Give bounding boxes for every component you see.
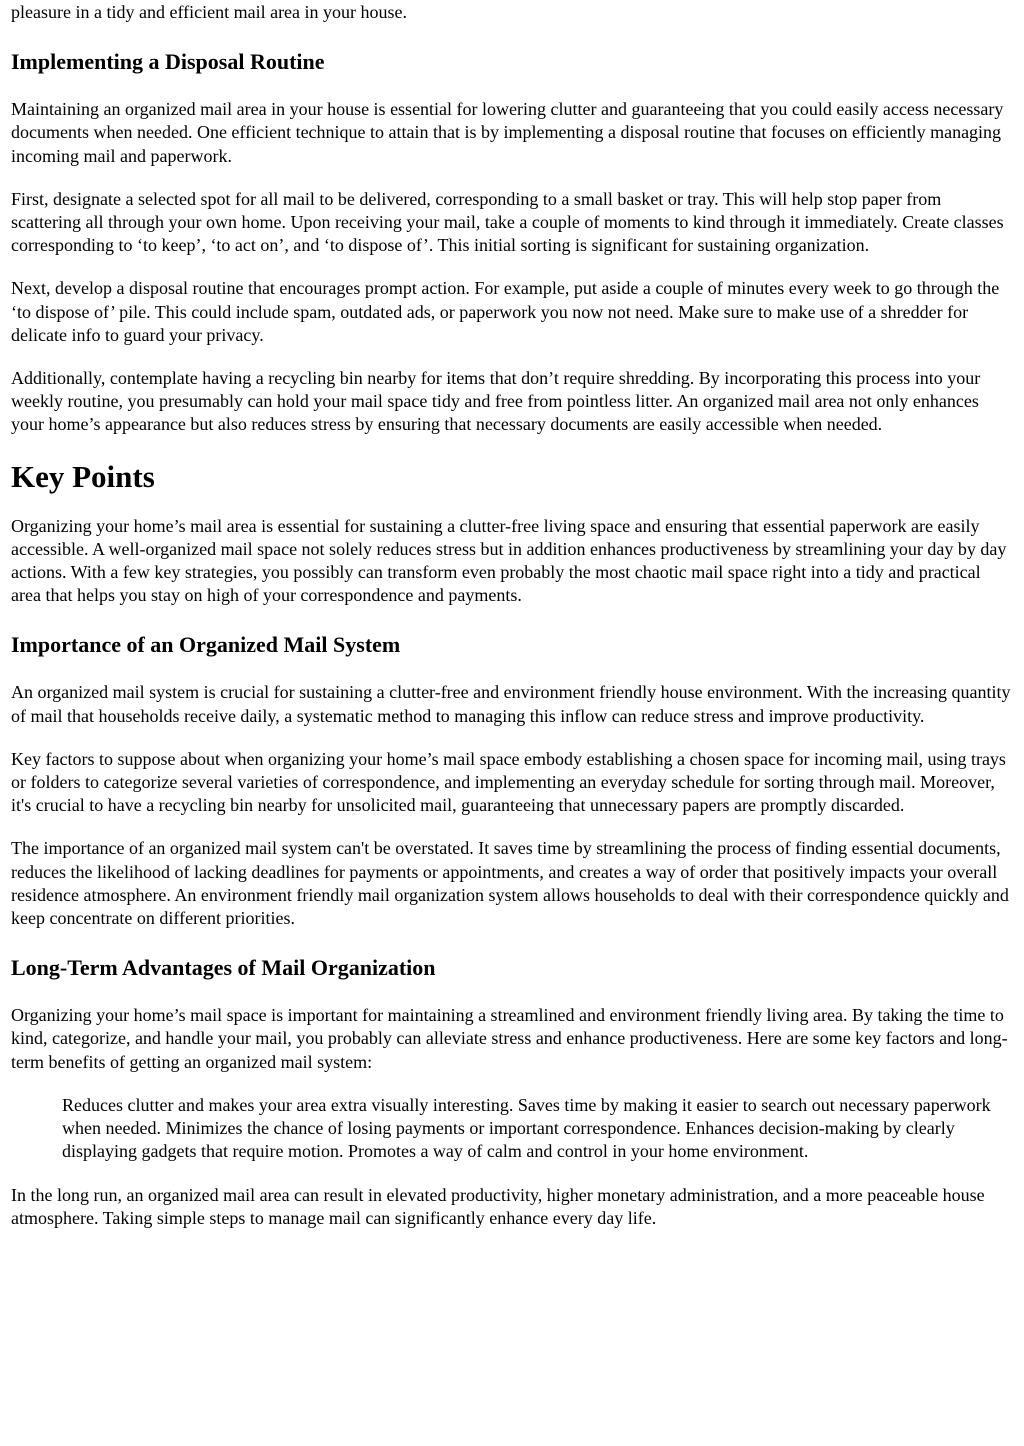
disposal-paragraph: Maintaining an organized mail area in your house is essential for lowering clutter and guaranteeing that you could easily access necessary documents when needed. One efficient technique to attain that is by implementing a disposal routine that focuses on efficiently managing incoming mail and paperwork. (11, 99, 1004, 166)
importance-paragraph: An organized mail system is crucial for sustaining a clutter-free and environment friendly house environment. With the increasing quantity of mail that households receive daily, a systematic method to managing this inflow can reduce stress and improve productivity. (11, 682, 1011, 726)
benefits-blockquote: Reduces clutter and makes your area extra visually interesting. Saves time by making it easier to search out necessary paperwork when needed. Minimizes the chance of losing payments or important correspondence. Enhances decision-making by clearly displaying gadgets that require motion. Promotes a way of calm and control in your home environment. (62, 1094, 991, 1162)
key-points-paragraph: Organizing your home’s mail area is essential for sustaining a clutter-free living space and ensuring that essential paperwork are easily accessible. A well-organized mail space not solely reduces stress but in addition enhances productiveness by streamlining your day by day actions. With a few key strategies, you possibly can transform even probably the most chaotic mail space right into a tidy and practical area that helps you stay on high of your correspondence and payments. (11, 515, 1007, 606)
importance-paragraph: Key factors to suppose about when organizing your home’s mail space embody establishing a chosen space for incoming mail, using trays or folders to categorize several varieties of correspondence, and implementing an everyday schedule for sorting through mail. Moreover, it's crucial to have a recycling bin nearby for unsolicited mail, guaranteeing that unnecessary papers are promptly discarded. (11, 748, 1006, 816)
disposal-paragraph: First, designate a selected spot for all mail to be delivered, corresponding to a small basket or tray. This will help stop paper from scattering all through your own home. Upon receiving your mail, take a couple of moments to kind through it immediately. Create classes corresponding to ‘to keep’, ‘to act on’, and ‘to dispose of’. This initial sorting is significant for sustaining organization. (11, 188, 1004, 256)
importance-paragraph: The importance of an organized mail system can't be overstated. It saves time by streamlining the process of finding essential documents, reduces the likelihood of lacking deadlines for payments or appointments, and creates a way of order that positively impacts your overall residence atmosphere. An environment friendly mail organization system allows households to deal with their correspondence quickly and keep concentrate on different priorities. (11, 838, 1009, 929)
heading-disposal-routine: Implementing a Disposal Routine (11, 49, 325, 75)
heading-key-points: Key Points (11, 458, 155, 494)
heading-long-term-advantages: Long-Term Advantages of Mail Organization (11, 955, 436, 981)
heading-importance: Importance of an Organized Mail System (11, 632, 401, 658)
article (11, 0, 1014, 1230)
intro-tail-paragraph: pleasure in a tidy and efficient mail area in your house. (11, 2, 408, 22)
closing-paragraph: In the long run, an organized mail area can result in elevated productivity, higher monetary administration, and a more peaceable house atmosphere. Taking simple steps to manage mail can significantly enhance every day life. (11, 1184, 985, 1228)
long-term-intro-paragraph: Organizing your home’s mail space is important for maintaining a streamlined and environment friendly living area. By taking the time to kind, categorize, and handle your mail, you probably can alleviate stress and enhance productiveness. Here are some key factors and long-term benefits of getting an organized mail system: (11, 1005, 1008, 1072)
disposal-paragraph: Next, develop a disposal routine that encourages prompt action. For example, put aside a couple of minutes every week to go through the ‘to dispose of’ pile. This could include spam, outdated ads, or paperwork you now not need. Make sure to make use of a shredder for delicate info to guard your privacy. (11, 278, 1000, 345)
disposal-paragraph: Additionally, contemplate having a recycling bin nearby for items that don’t require shredding. By incorporating this process into your weekly routine, you presumably can hold your mail space tidy and free from pointless litter. An organized mail area not only enhances your home’s appearance but also reduces stress by ensuring that necessary documents are easily accessible when needed. (11, 368, 981, 435)
